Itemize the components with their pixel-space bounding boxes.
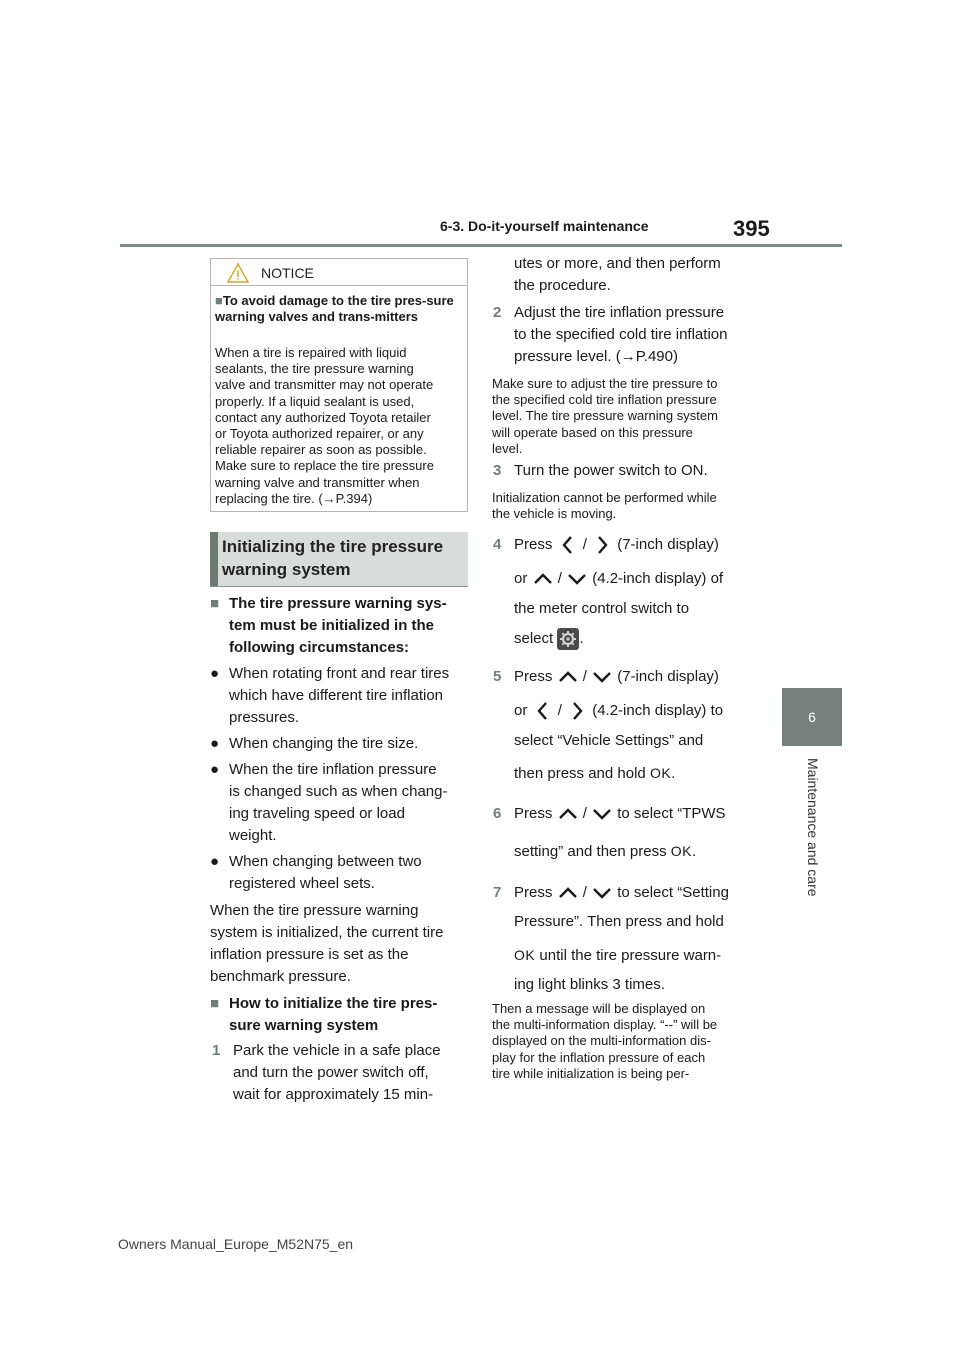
header-rule (120, 244, 842, 247)
page-number: 395 (733, 216, 770, 241)
bullet-icon: ● (210, 665, 220, 682)
ok-button-icon: OK (514, 947, 536, 963)
square-bullet-icon: ■ (210, 595, 220, 612)
step-number: 5 (493, 668, 502, 685)
chevron-up-icon (557, 669, 579, 685)
chapter-label: Maintenance and care (805, 758, 821, 897)
ok-button-icon: OK (649, 765, 672, 781)
chevron-down-icon (591, 806, 613, 822)
chevron-up-icon (532, 571, 554, 587)
chevron-down-icon (591, 669, 613, 685)
section-underline (210, 586, 468, 587)
step-3: 3 Turn the power switch to ON. (492, 460, 754, 482)
notice-header (211, 259, 467, 286)
benchmark-paragraph: When the tire pressure warning system is initialized, the current tire inflation pressure is set as the benchmark pressure. (210, 902, 444, 985)
step-3-note: Initialization cannot be performed while the vehicle is moving. (492, 490, 717, 522)
chapter-tab (782, 688, 842, 746)
step-6: 6 Press / to select “TPWS setting” and then press OK. (493, 805, 726, 860)
footer-text: Owners Manual_Europe_M52N75_en (118, 1236, 354, 1252)
step-5: 5 Press / (7-inch display) or / (4.2-inch display) to select “Vehicle Settings” and then press and hold OK. (493, 668, 724, 782)
step-number: 7 (493, 884, 502, 901)
notice-subheading: ■To avoid damage to the tire pres-sure warning valves and trans-mitters (215, 293, 454, 324)
step-7: 7 Press / to select “Setting Pressure”. Then press and hold OK until the tire pressure warn- ing light blinks 3 times. (493, 884, 729, 993)
chevron-left-icon (532, 700, 554, 722)
chevron-left-icon (557, 534, 579, 556)
ok-button-icon: OK (670, 843, 692, 859)
step-1-continued: utes or more, and then perform the procedure. (514, 255, 721, 294)
step-number: 1 (212, 1042, 221, 1059)
step-number: 6 (493, 805, 502, 822)
square-bullet-icon: ■ (210, 995, 220, 1012)
step-2: 2 Adjust the tire inflation pressure to the specified cold tire inflation pressure level. (→P.490) (493, 304, 728, 365)
step-number: 3 (493, 462, 502, 479)
how-to-heading: ■ How to initialize the tire pres- sure warning system (210, 995, 438, 1034)
notice-box (210, 258, 468, 512)
must-initialize-heading: ■ The tire pressure warning sys- tem must be initialized in the following circumstances: (210, 595, 447, 656)
warning-triangle-icon (227, 263, 249, 283)
chevron-down-icon (566, 571, 588, 587)
bullet-list (210, 663, 472, 895)
chevron-up-icon (557, 806, 579, 822)
step-1: 1 Park the vehicle in a safe place and turn the power switch off, wait for approximately 15 min- (212, 1042, 441, 1103)
list-item: ● When changing between two registered wheel sets. (210, 853, 422, 892)
list-item: ● When rotating front and rear tires which have different tire inflation pressures. (210, 665, 450, 726)
section-header: 6-3. Do-it-yourself maintenance (440, 218, 649, 234)
step-number: 4 (493, 536, 502, 553)
bullet-icon: ● (210, 761, 220, 778)
final-note: Then a message will be displayed on the multi-information display. “--” will be displayed on the multi-information dis- play for the inflation pressure of each tire while initialization is being per- (492, 1001, 718, 1081)
list-item: ● When the tire inflation pressure is changed such as when chang- ing traveling speed or load weight. (210, 761, 448, 844)
list-item: ● When changing the tire size. (210, 733, 472, 755)
chevron-up-icon (557, 885, 579, 901)
step-2-note: Make sure to adjust the tire pressure to the specified cold tire inflation pressure level. The tire pressure warning system will operate based on this pressure level. (492, 376, 718, 456)
chevron-down-icon (591, 885, 613, 901)
section-bar (210, 532, 218, 586)
square-bullet-icon: ■ (215, 293, 223, 308)
notice-title: NOTICE (261, 265, 314, 281)
chapter-number: 6 (808, 709, 816, 725)
bullet-icon: ● (210, 853, 220, 870)
step-number: 2 (493, 304, 502, 321)
section-banner (210, 532, 468, 586)
step-4: 4 Press / (7-inch display) or / (4.2-inch display) of the meter control switch to select . (492, 534, 754, 650)
notice-body: When a tire is repaired with liquid sealants, the tire pressure warning valve and transmitter may not operate properly. If a liquid sealant is used, contact any authorized Toyota retailer or Toyota authorized repairer, or any reliable repairer as soon as possible. Make sure to replace the tire pressure warning valve and transmitter when replacing the tire. (→P.394) (215, 345, 434, 506)
chevron-right-icon (591, 534, 613, 556)
chevron-right-icon (566, 700, 588, 722)
bullet-icon: ● (210, 735, 220, 752)
section-title: Initializing the tire pressure warning system (222, 537, 444, 579)
settings-gear-icon (557, 628, 579, 650)
